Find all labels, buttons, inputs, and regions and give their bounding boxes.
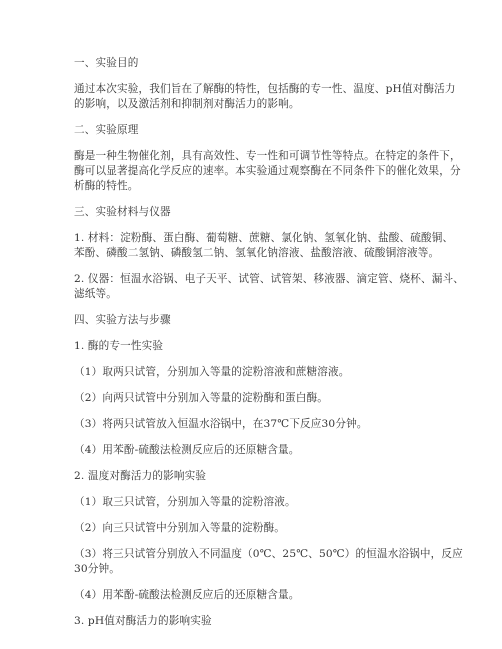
step-item: （3）将两只试管放入恒温水浴锅中，在37℃下反应30分钟。 <box>74 418 368 430</box>
step-item: （4）用苯酚-硫酸法检测反应后的还原糖含量。 <box>74 444 300 456</box>
heading-principle: 二、实验原理 <box>74 124 139 136</box>
paragraph-line: 析酶的特性。 <box>74 180 139 192</box>
step-item: （2）向三只试管中分别加入等量的淀粉酶。 <box>74 522 286 534</box>
step-item: （1）取三只试管，分别加入等量的淀粉溶液。 <box>74 496 296 508</box>
heading-materials: 三、实验材料与仪器 <box>74 206 171 218</box>
paragraph-line: 酶是一种生物催化剂，具有高效性、专一性和可调节性等特点。在特定的条件下， <box>74 150 461 162</box>
paragraph-line: 酶可以显著提高化学反应的速率。本实验通过观察酶在不同条件下的催化效果，分 <box>74 165 461 177</box>
paragraph-line: 的影响，以及激活剂和抑制剂对酶活力的影响。 <box>74 98 300 110</box>
list-item-continued: 苯酚、磷酸二氢钠、磷酸氢二钠、氢氧化钠溶液、盐酸溶液、硫酸铜溶液等。 <box>74 247 440 259</box>
subheading: 1. 酶的专一性实验 <box>74 340 164 352</box>
step-item: （1）取两只试管，分别加入等量的淀粉溶液和蔗糖溶液。 <box>74 366 350 378</box>
subheading: 2. 温度对酶活力的影响实验 <box>74 470 207 482</box>
subheading: 3. pH值对酶活力的影响实验 <box>74 615 212 627</box>
heading-objective: 一、实验目的 <box>74 57 139 69</box>
list-item-continued: 滤纸等。 <box>74 288 117 300</box>
step-item: （2）向两只试管中分别加入等量的淀粉酶和蛋白酶。 <box>74 392 328 404</box>
list-item: 2. 仪器：恒温水浴锅、电子天平、试管、试管架、移液器、滴定管、烧杯、漏斗、 <box>74 273 464 285</box>
paragraph-line: 通过本次实验，我们旨在了解酶的特性，包括酶的专一性、温度、pH值对酶活力 <box>74 83 456 95</box>
step-item: （4）用苯酚-硫酸法检测反应后的还原糖含量。 <box>74 589 300 601</box>
step-item: （3）将三只试管分别放入不同温度（0℃、25℃、50℃）的恒温水浴锅中，反应 <box>74 548 463 560</box>
step-item-continued: 30分钟。 <box>74 563 121 575</box>
list-item: 1. 材料：淀粉酶、蛋白酶、葡萄糖、蔗糖、氯化钠、氢氧化钠、盐酸、硫酸铜、 <box>74 232 454 244</box>
heading-methods: 四、实验方法与步骤 <box>74 314 171 326</box>
